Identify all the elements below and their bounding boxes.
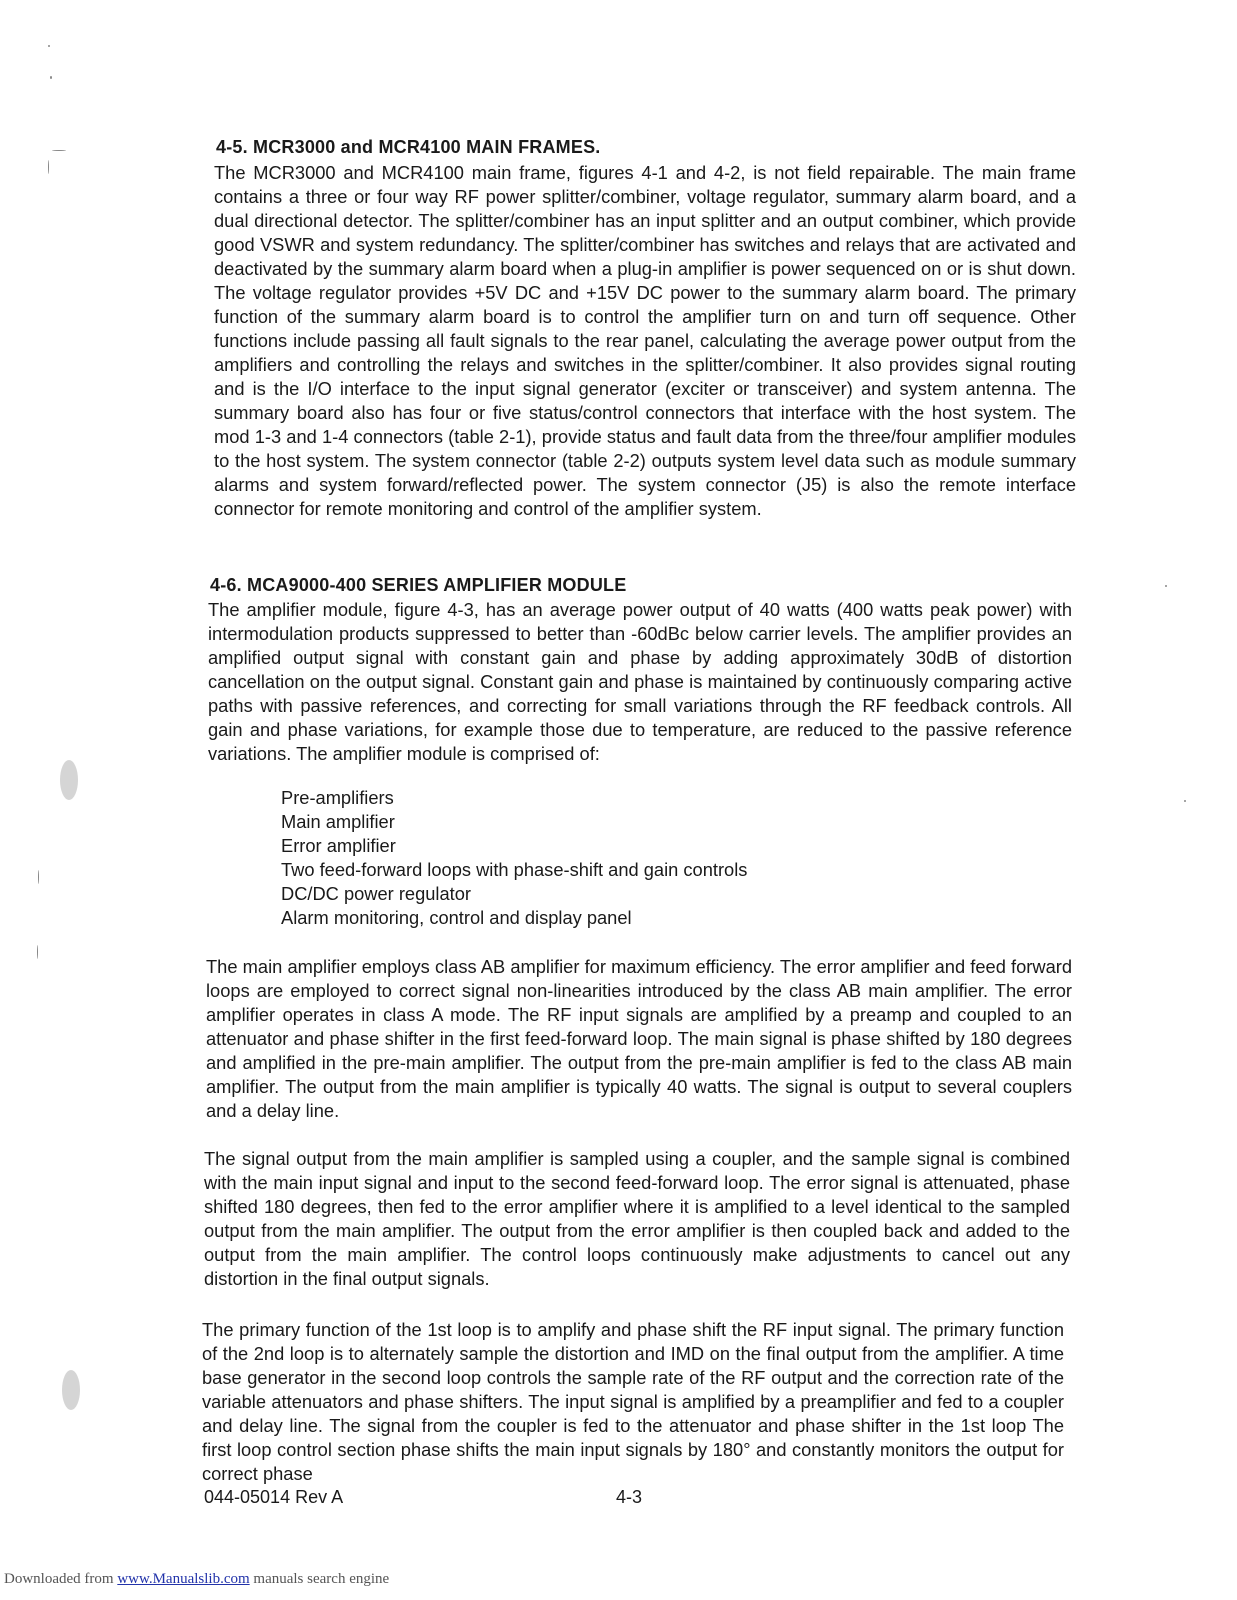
scan-speck: [52, 150, 66, 151]
download-prefix: Downloaded from: [4, 1571, 118, 1587]
section-4-5-heading: 4-5. MCR3000 and MCR4100 MAIN FRAMES.: [216, 137, 601, 157]
download-source-bar: [4, 1571, 389, 1588]
component-list: [281, 786, 747, 930]
scan-speck: [48, 45, 50, 47]
list-item: Pre-amplifiers: [281, 787, 394, 808]
scan-speck: [1184, 800, 1186, 802]
scan-speck: [62, 1370, 80, 1410]
document-number: 044-05014 Rev A: [204, 1487, 344, 1507]
scan-speck: [38, 870, 39, 884]
list-item: Alarm monitoring, control and display panel: [281, 907, 632, 928]
scan-speck: [1165, 585, 1167, 587]
scan-speck: [37, 945, 38, 959]
scan-speck: [48, 160, 49, 174]
list-item: Error amplifier: [281, 835, 396, 856]
list-item: DC/DC power regulator: [281, 883, 471, 904]
list-item: Main amplifier: [281, 811, 395, 832]
scan-speck: [50, 76, 52, 79]
scan-speck: [60, 760, 78, 800]
section-4-6-heading: 4-6. MCA9000-400 SERIES AMPLIFIER MODULE: [210, 575, 627, 595]
paragraph-main-amplifier: The main amplifier employs class AB amplifier for maximum efficiency. The error amplifier and feed forward loops are employed to correct signal non-linearities introduced by the class AB main amplifier. The error amplifier operates in class A mode. The RF input signals are amplified by a preamp and coupled to an attenuator and phase shifter in the first feed-forward loop. The main signal is phase shifted by 180 degrees and amplified in the pre-main amplifier. The output from the pre-main amplifier is fed to the class AB main amplifier. The output from the main amplifier is typically 40 watts. The signal is output to several couplers and a delay line.: [206, 956, 1072, 1121]
section-4-5-body: The MCR3000 and MCR4100 main frame, figures 4-1 and 4-2, is not field repairable. The main frame contains a three or four way RF power splitter/combiner, voltage regulator, summary alarm board, and a dual directional detector. The splitter/combiner has an input splitter and an output combiner, which provide good VSWR and system redundancy. The splitter/combiner has switches and relays that are activated and deactivated by the summary alarm board when a plug-in amplifier is power sequenced on or is shut down. The voltage regulator provides +5V DC and +15V DC power to the summary alarm board. The primary function of the summary alarm board is to control the amplifier turn on and turn off sequence. Other functions include passing all fault signals to the rear panel, calculating the average power output from the amplifiers and controlling the relays and switches in the splitter/combiner. It also provides signal routing and is the I/O interface to the input signal generator (exciter or transceiver) and system antenna. The summary board also has four or five status/control connectors that interface with the host system. The mod 1-3 and 1-4 connectors (table 2-1), provide status and fault data from the three/four amplifier modules to the host system. The system connector (table 2-2) outputs system level data such as module summary alarms and system forward/reflected power. The system connector (J5) is also the remote interface connector for remote monitoring and control of the amplifier system.: [214, 162, 1076, 519]
page-number: 4-3: [616, 1487, 643, 1507]
paragraph-feed-forward-loops: The primary function of the 1st loop is to amplify and phase shift the RF input signal. The primary function of the 2nd loop is to alternately sample the distortion and IMD on the final output from the amplifier. A time base generator in the second loop controls the sample rate of the RF output and the correction rate of the variable attenuators and phase shifters. The input signal is amplified by a preamplifier and fed to a coupler and delay line. The signal from the coupler is fed to the attenuator and phase shifter in the 1st loop The first loop control section phase shifts the main input signals by 180° and constantly monitors the output for correct phase: [202, 1319, 1064, 1484]
list-item: Two feed-forward loops with phase-shift and gain controls: [281, 859, 748, 880]
section-4-6-intro: The amplifier module, figure 4-3, has an average power output of 40 watts (400 watts peak power) with intermodulation products suppressed to better than -60dBc below carrier levels. The amplifier provides an amplified output signal with constant gain and phase by adding approximately 30dB of distortion cancellation on the output signal. Constant gain and phase is maintained by continuously comparing active paths with passive references, and correcting for small variations through the RF feedback controls. All gain and phase variations, for example those due to temperature, are reduced to the passive reference variations. The amplifier module is comprised of:: [208, 599, 1072, 764]
paragraph-signal-output: The signal output from the main amplifier is sampled using a coupler, and the sample signal is combined with the main input signal and input to the second feed-forward loop. The error signal is attenuated, phase shifted 180 degrees, then fed to the error amplifier where it is amplified to a level identical to the sampled output from the main amplifier. The output from the error amplifier is then coupled back and added to the output from the main amplifier. The control loops continuously make adjustments to cancel out any distortion in the final output signals.: [204, 1148, 1070, 1289]
download-suffix: manuals search engine: [249, 1571, 390, 1587]
manualslib-link[interactable]: www.Manualslib.com: [117, 1571, 250, 1587]
